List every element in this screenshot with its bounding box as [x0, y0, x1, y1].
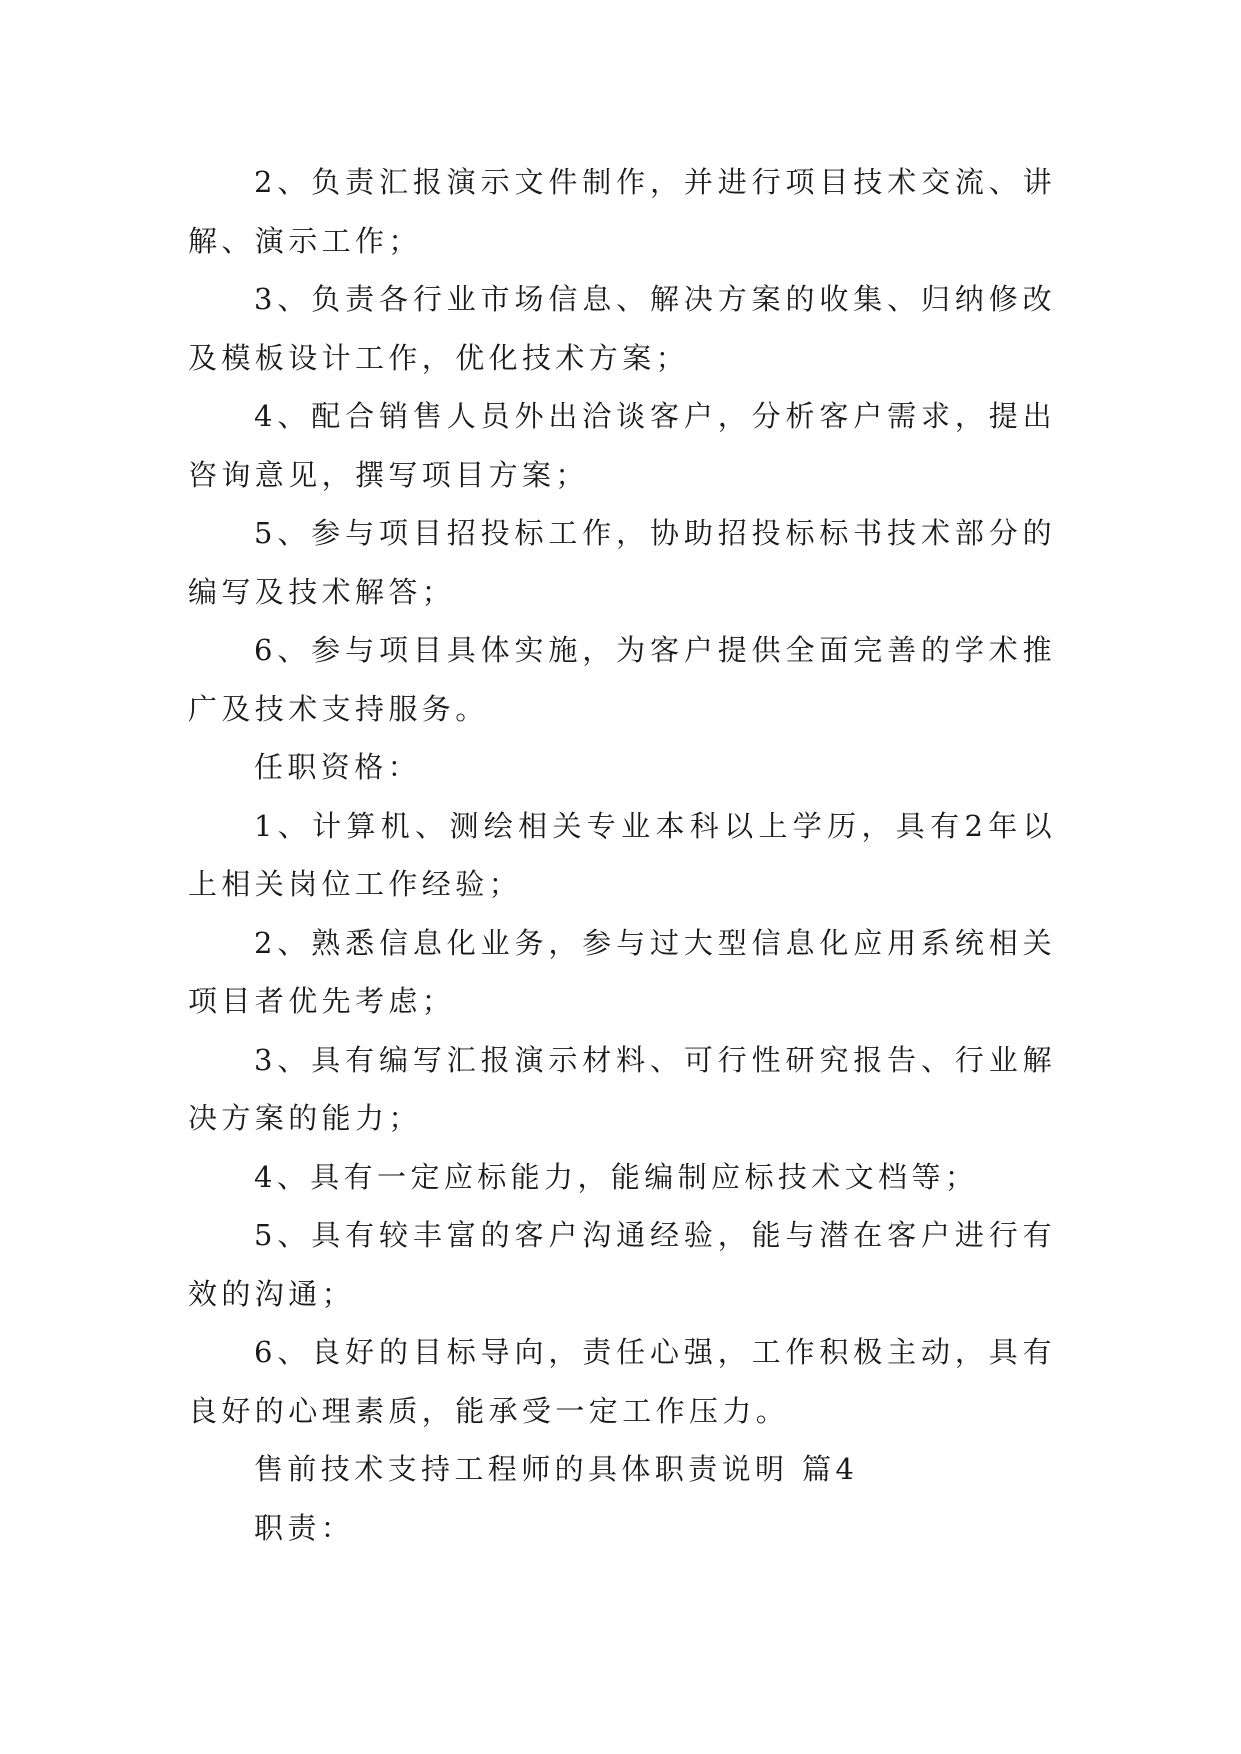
paragraph-qualification-3: 3、具有编写汇报演示材料、可行性研究报告、行业解决方案的能力； [188, 1042, 1056, 1135]
document-body [188, 153, 1056, 1557]
heading-duties: 职责： [254, 1510, 355, 1545]
paragraph-duty-3: 3、负责各行业市场信息、解决方案的收集、归纳修改及模板设计工作，优化技术方案； [188, 282, 1056, 375]
section-title: 售前技术支持工程师的具体职责说明 篇4 [254, 1452, 859, 1486]
paragraph-qualification-1: 1、计算机、测绘相关专业本科以上学历，具有2年以上相关岗位工作经验； [188, 808, 1056, 901]
paragraph-qualification-4: 4、具有一定应标能力，能编制应标技术文档等； [254, 1159, 979, 1194]
paragraph-qualification-6: 6、良好的目标导向，责任心强，工作积极主动，具有良好的心理素质，能承受一定工作压力。 [188, 1335, 1056, 1428]
paragraph-qualification-5: 5、具有较丰富的客户沟通经验，能与潜在客户进行有效的沟通； [188, 1218, 1056, 1311]
paragraph-duty-6: 6、参与项目具体实施，为客户提供全面完善的学术推广及技术支持服务。 [188, 633, 1056, 726]
heading-qualifications: 任职资格： [254, 750, 422, 784]
paragraph-duty-5: 5、参与项目招投标工作，协助招投标标书技术部分的编写及技术解答； [188, 516, 1056, 609]
paragraph-duty-2: 2、负责汇报演示文件制作，并进行项目技术交流、讲解、演示工作； [188, 165, 1056, 258]
paragraph-duty-4: 4、配合销售人员外出洽谈客户，分析客户需求，提出咨询意见，撰写项目方案； [188, 399, 1056, 492]
paragraph-qualification-2: 2、熟悉信息化业务，参与过大型信息化应用系统相关项目者优先考虑； [188, 925, 1056, 1018]
